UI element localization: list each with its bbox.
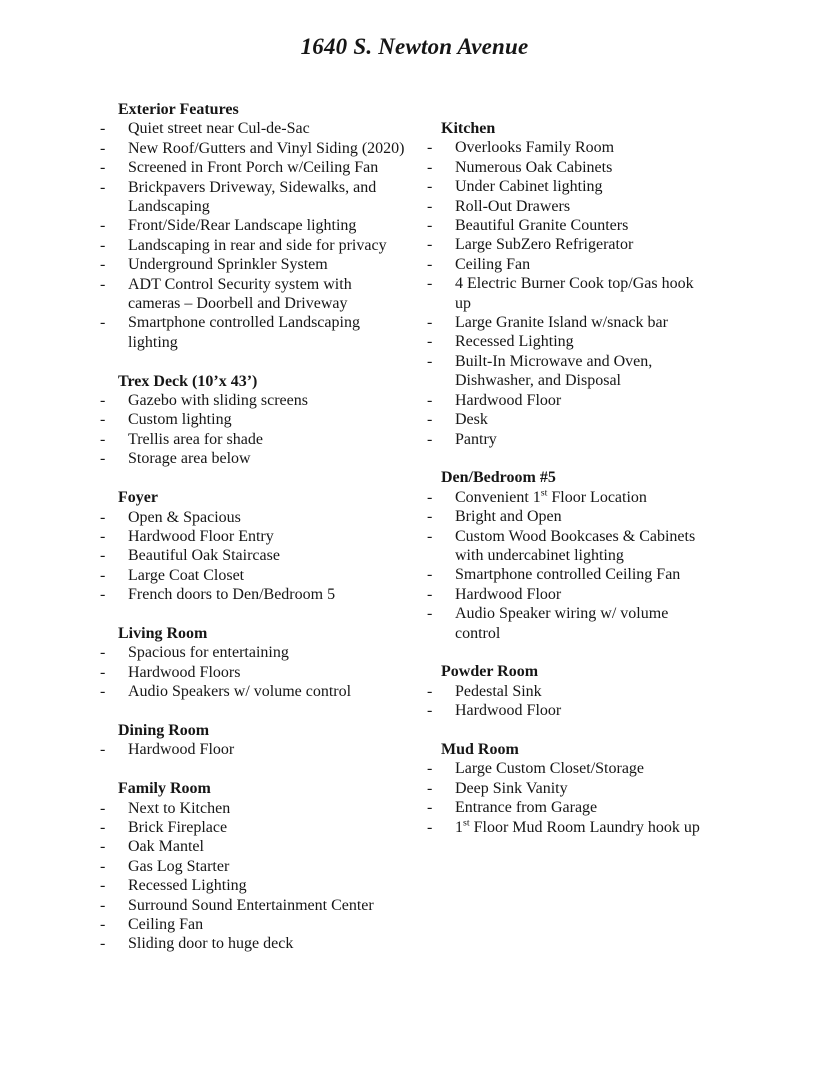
bullet-dash: - xyxy=(427,158,433,176)
list-item xyxy=(100,275,408,314)
list-item-text: Ceiling Fan xyxy=(128,915,204,933)
bullet-dash: - xyxy=(427,178,433,196)
list-item xyxy=(100,430,408,449)
list-item-text: Beautiful Oak Staircase xyxy=(128,547,280,565)
bullet-dash: - xyxy=(100,877,106,895)
list-item xyxy=(427,604,712,643)
bullet-dash: - xyxy=(100,644,106,662)
list-item-text: Quiet street near Cul-de-Sac xyxy=(128,120,310,138)
list-item-text: 4 Electric Burner Cook top/Gas hook up xyxy=(455,275,694,312)
bullet-dash: - xyxy=(100,818,106,836)
section-heading: Mud Room xyxy=(441,740,519,758)
list-item xyxy=(100,546,408,565)
list-item-text: Hardwood Floor xyxy=(455,391,562,409)
bullet-dash: - xyxy=(100,857,106,875)
list-item xyxy=(100,876,408,895)
list-item xyxy=(100,663,408,682)
bullet-dash: - xyxy=(427,391,433,409)
list-item-text: Gas Log Starter xyxy=(128,857,230,875)
list-item xyxy=(427,197,712,216)
list-item-text: Custom Wood Bookcases & Cabinets with undercabinet lighting xyxy=(455,527,696,564)
list-item xyxy=(427,255,712,274)
bullet-dash: - xyxy=(100,935,106,953)
list-item-text: Sliding door to huge deck xyxy=(128,935,294,953)
list-item xyxy=(100,837,408,856)
list-item xyxy=(100,527,408,546)
list-item-text: Trellis area for shade xyxy=(128,430,263,448)
list-item xyxy=(427,158,712,177)
bullet-dash: - xyxy=(427,682,433,700)
list-item xyxy=(427,488,712,507)
list-item xyxy=(100,119,408,138)
section-heading: Living Room xyxy=(118,624,208,642)
left-column xyxy=(100,100,408,973)
bullet-dash: - xyxy=(100,896,106,914)
bullet-dash: - xyxy=(427,818,433,836)
bullet-dash: - xyxy=(427,236,433,254)
list-item xyxy=(427,138,712,157)
bullet-dash: - xyxy=(427,527,433,545)
list-item-text: Roll-Out Drawers xyxy=(455,197,571,215)
list-item xyxy=(100,934,408,953)
page-title: 1640 S. Newton Avenue xyxy=(300,34,529,59)
feature-section xyxy=(100,488,408,604)
list-item xyxy=(427,313,712,332)
list-item xyxy=(100,566,408,585)
bullet-dash: - xyxy=(100,411,106,429)
list-item xyxy=(100,216,408,235)
bullet-dash: - xyxy=(427,430,433,448)
list-item xyxy=(100,255,408,274)
bullet-dash: - xyxy=(100,450,106,468)
bullet-dash: - xyxy=(100,663,106,681)
list-item-text: Desk xyxy=(455,411,488,429)
bullet-dash: - xyxy=(100,527,106,545)
bullet-dash: - xyxy=(100,430,106,448)
list-item xyxy=(427,235,712,254)
feature-section xyxy=(100,779,408,954)
list-item-text: Spacious for entertaining xyxy=(128,644,289,662)
bullet-dash: - xyxy=(427,488,433,506)
bullet-dash: - xyxy=(100,799,106,817)
list-item-text: French doors to Den/Bedroom 5 xyxy=(128,586,336,604)
list-item-text: Pantry xyxy=(455,430,497,448)
list-item-text: ADT Control Security system with cameras – Doorbell and Driveway xyxy=(128,275,352,313)
list-item-text: Large Coat Closet xyxy=(128,566,245,584)
bullet-dash: - xyxy=(427,139,433,157)
list-item xyxy=(427,332,712,351)
bullet-dash: - xyxy=(427,702,433,720)
list-item xyxy=(100,410,408,429)
bullet-dash: - xyxy=(100,120,106,138)
list-item-text: Landscaping in rear and side for privacy xyxy=(128,236,387,254)
feature-section xyxy=(427,740,712,837)
bullet-dash: - xyxy=(100,159,106,177)
list-item-text: Large Custom Closet/Storage xyxy=(455,760,645,778)
list-item xyxy=(427,759,712,778)
bullet-dash: - xyxy=(100,275,106,293)
bullet-dash: - xyxy=(100,586,106,604)
list-item-text: Brick Fireplace xyxy=(128,818,228,836)
list-item-text: Screened in Front Porch w/Ceiling Fan xyxy=(128,159,379,177)
list-item xyxy=(427,274,712,313)
bullet-dash: - xyxy=(100,547,106,565)
list-item-text: Overlooks Family Room xyxy=(455,139,615,157)
bullet-dash: - xyxy=(100,683,106,701)
section-heading: Dining Room xyxy=(118,721,210,739)
list-item xyxy=(427,779,712,798)
bullet-dash: - xyxy=(100,838,106,856)
list-item-text: Front/Side/Rear Landscape lighting xyxy=(128,217,357,235)
list-item xyxy=(100,391,408,410)
list-item xyxy=(427,682,712,701)
bullet-dash: - xyxy=(100,508,106,526)
list-item-text: 1st Floor Mud Room Laundry hook up xyxy=(455,817,700,836)
bullet-dash: - xyxy=(427,605,433,623)
section-heading: Family Room xyxy=(118,780,211,798)
list-item xyxy=(427,352,712,391)
bullet-dash: - xyxy=(100,566,106,584)
list-item-text: Surround Sound Entertainment Center xyxy=(128,896,374,914)
list-item xyxy=(100,508,408,527)
list-item xyxy=(427,527,712,566)
list-item xyxy=(100,178,408,217)
feature-section xyxy=(427,662,712,720)
list-item-text: Storage area below xyxy=(128,450,251,468)
list-item xyxy=(427,410,712,429)
right-column xyxy=(427,119,712,856)
list-item xyxy=(427,585,712,604)
list-item-text: Audio Speaker wiring w/ volume control xyxy=(455,605,669,642)
bullet-dash: - xyxy=(427,197,433,215)
list-item xyxy=(427,430,712,449)
list-item-text: New Roof/Gutters and Vinyl Siding (2020) xyxy=(128,139,405,157)
list-item-text: Built-In Microwave and Oven, Dishwasher, and Disposal xyxy=(455,352,653,390)
feature-section xyxy=(100,624,408,702)
list-item-text: Gazebo with sliding screens xyxy=(128,392,308,410)
list-item xyxy=(427,701,712,720)
section-heading: Den/Bedroom #5 xyxy=(441,469,556,487)
list-item-text: Convenient 1st Floor Location xyxy=(455,487,647,506)
list-item-text: Beautiful Granite Counters xyxy=(455,217,629,235)
bullet-dash: - xyxy=(100,217,106,235)
bullet-dash: - xyxy=(100,392,106,410)
list-item xyxy=(427,391,712,410)
list-item xyxy=(100,449,408,468)
bullet-dash: - xyxy=(427,779,433,797)
list-item xyxy=(100,818,408,837)
feature-section xyxy=(100,100,408,352)
list-item xyxy=(427,177,712,196)
bullet-dash: - xyxy=(100,915,106,933)
feature-section xyxy=(427,468,712,643)
section-heading: Kitchen xyxy=(441,120,496,137)
feature-section xyxy=(100,372,408,469)
list-item xyxy=(100,158,408,177)
bullet-dash: - xyxy=(427,217,433,235)
list-item-text: Large Granite Island w/snack bar xyxy=(455,314,668,332)
bullet-dash: - xyxy=(100,741,106,759)
list-item xyxy=(100,643,408,662)
list-item xyxy=(100,682,408,701)
list-item xyxy=(100,585,408,604)
list-item xyxy=(427,216,712,235)
list-item-text: Hardwood Floor xyxy=(455,702,562,720)
list-item-text: Oak Mantel xyxy=(128,838,204,856)
bullet-dash: - xyxy=(427,760,433,778)
list-item-text: Hardwood Floors xyxy=(128,663,241,681)
list-item-text: Underground Sprinkler System xyxy=(128,256,328,274)
feature-section xyxy=(100,721,408,760)
list-item xyxy=(427,798,712,817)
bullet-dash: - xyxy=(100,139,106,157)
list-item-text: Hardwood Floor xyxy=(128,741,235,759)
list-item-text: Recessed Lighting xyxy=(455,333,574,351)
section-heading: Trex Deck (10’x 43’) xyxy=(118,372,258,390)
bullet-dash: - xyxy=(427,566,433,584)
list-item-text: Hardwood Floor Entry xyxy=(128,527,274,545)
list-item-text: Smartphone controlled Landscaping lighting xyxy=(128,314,360,351)
list-item-text: Recessed Lighting xyxy=(128,877,247,895)
list-item-text: Under Cabinet lighting xyxy=(455,178,603,196)
list-item xyxy=(100,857,408,876)
list-item xyxy=(427,818,712,837)
bullet-dash: - xyxy=(427,799,433,817)
list-item-text: Ceiling Fan xyxy=(455,255,531,273)
bullet-dash: - xyxy=(427,333,433,351)
bullet-dash: - xyxy=(427,314,433,332)
bullet-dash: - xyxy=(100,236,106,254)
list-item xyxy=(100,896,408,915)
list-item-text: Deep Sink Vanity xyxy=(455,779,568,797)
section-heading: Powder Room xyxy=(441,663,539,681)
bullet-dash: - xyxy=(427,585,433,603)
bullet-dash: - xyxy=(427,411,433,429)
list-item-text: Numerous Oak Cabinets xyxy=(455,158,613,176)
list-item xyxy=(100,799,408,818)
section-heading: Foyer xyxy=(118,489,158,507)
bullet-dash: - xyxy=(427,275,433,293)
bullet-dash: - xyxy=(427,508,433,526)
bullet-dash: - xyxy=(100,178,106,196)
list-item-text: Hardwood Floor xyxy=(455,585,562,603)
list-item xyxy=(100,915,408,934)
bullet-dash: - xyxy=(427,352,433,370)
list-item-text: Large SubZero Refrigerator xyxy=(455,236,634,254)
list-item-text: Next to Kitchen xyxy=(128,799,231,817)
list-item-text: Entrance from Garage xyxy=(455,799,598,817)
list-item xyxy=(100,139,408,158)
list-item xyxy=(100,236,408,255)
list-item-text: Pedestal Sink xyxy=(455,682,542,700)
list-item xyxy=(100,313,408,352)
list-item xyxy=(427,565,712,584)
bullet-dash: - xyxy=(427,255,433,273)
list-item xyxy=(100,740,408,759)
list-item-text: Bright and Open xyxy=(455,508,562,526)
bullet-dash: - xyxy=(100,314,106,332)
list-item-text: Brickpavers Driveway, Sidewalks, and Landscaping xyxy=(128,178,377,216)
list-item-text: Custom lighting xyxy=(128,411,232,429)
bullet-dash: - xyxy=(100,256,106,274)
list-item-text: Smartphone controlled Ceiling Fan xyxy=(455,566,681,584)
feature-section xyxy=(427,119,712,449)
section-heading: Exterior Features xyxy=(118,101,239,118)
list-item-text: Open & Spacious xyxy=(128,508,241,526)
list-item xyxy=(427,507,712,526)
list-item-text: Audio Speakers w/ volume control xyxy=(128,683,352,701)
